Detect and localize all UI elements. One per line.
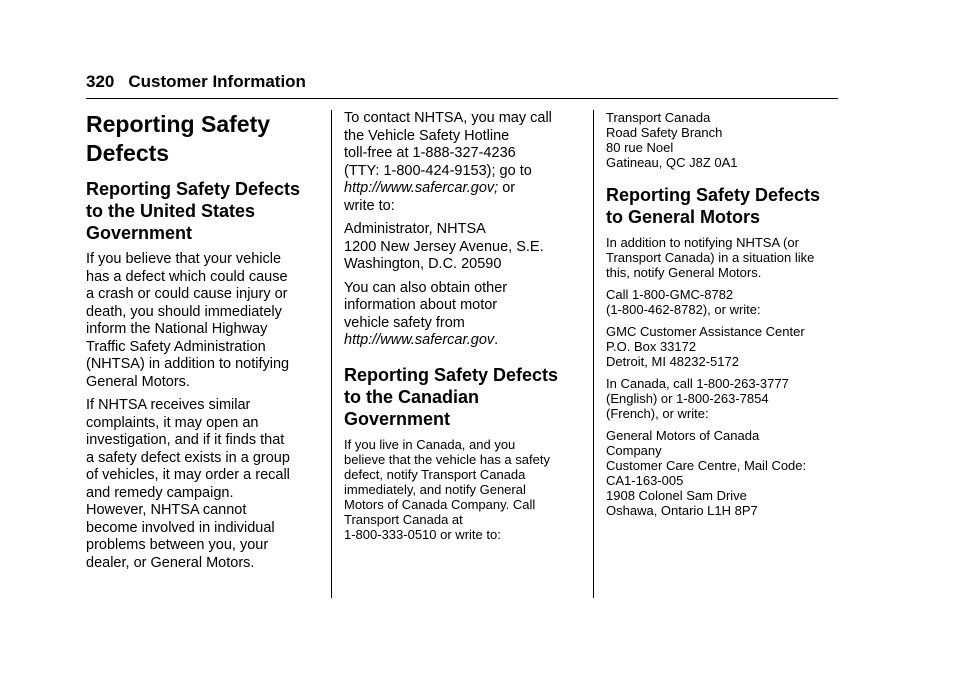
paragraph-gm-intro: In addition to notifying NHTSA (or Transport Canada) in a situation like this, notify General Motors. xyxy=(606,235,815,280)
safercar-link-2[interactable]: http://www.safercar.gov xyxy=(344,332,495,348)
nhtsa-address: Administrator, NHTSA 1200 New Jersey Avenue, S.E. Washington, D.C. 20590 xyxy=(344,221,544,272)
paragraph-nhtsa-complaints: If NHTSA receives similar complaints, it may open an investigation, and if it finds that a safety defect exists in a group of vehicles, it may order a recall and remedy campaign. However, NHTSA cannot become involved in individual problems between you, your dealer, or General Motors. xyxy=(86,397,290,571)
gm-canada-address: General Motors of Canada Company Customer Care Centre, Mail Code: CA1-163-005 1908 Colonel Sam Drive Oshawa, Ontario L1H 8P7 xyxy=(606,428,807,518)
paragraph-canada: If you live in Canada, and you believe that the vehicle has a safety defect, notify Transport Canada immediately, and notify General Motors of Canada Company. Call Transport Canada at 1-800-333-0510 or write to: xyxy=(344,436,550,542)
page-header xyxy=(86,72,306,92)
section-title: Customer Information xyxy=(128,72,306,91)
column-3 xyxy=(606,110,842,525)
safercar-link[interactable]: http://www.safercar.gov; xyxy=(344,180,499,196)
paragraph-believe-defect: If you believe that your vehicle has a defect which could cause a crash or could cause injury or death, you should immediately inform the National Highway Traffic Safety Administration (NHTSA) in addition to notifying General Motors. xyxy=(86,251,290,390)
heading-canadian-government: Reporting Safety Defects to the Canadian Government xyxy=(344,364,559,429)
heading-general-motors: Reporting Safety Defects to General Motors xyxy=(606,185,821,227)
header-rule xyxy=(86,98,838,99)
column-divider-2 xyxy=(593,110,594,598)
paragraph-gm-call: Call 1-800-GMC-8782 (1-800-462-8782), or write: xyxy=(606,287,761,317)
gm-address: GMC Customer Assistance Center P.O. Box 33172 Detroit, MI 48232-5172 xyxy=(606,324,805,369)
heading-us-government: Reporting Safety Defects to the United States Government xyxy=(86,179,301,243)
transport-canada-address: Transport Canada Road Safety Branch 80 rue Noel Gatineau, QC J8Z 0A1 xyxy=(606,110,738,170)
paragraph-more-info: You can also obtain other information about motor vehicle safety from http://www.safercar.gov. xyxy=(344,279,508,348)
column-2 xyxy=(344,110,580,549)
page-number: 320 xyxy=(86,72,115,91)
page-title: Reporting Safety Defects xyxy=(86,111,271,166)
column-divider-1 xyxy=(331,110,332,598)
paragraph-gm-canada-call: In Canada, call 1-800-263-3777 (English) or 1-800-263-7854 (French), or write: xyxy=(606,376,789,421)
paragraph-contact-nhtsa: To contact NHTSA, you may call the Vehicle Safety Hotline toll-free at 1-888-327-4236 (TTY: 1-800-424-9153); go to http://www.safercar.gov; or write to: xyxy=(344,110,552,214)
column-1 xyxy=(86,110,318,578)
